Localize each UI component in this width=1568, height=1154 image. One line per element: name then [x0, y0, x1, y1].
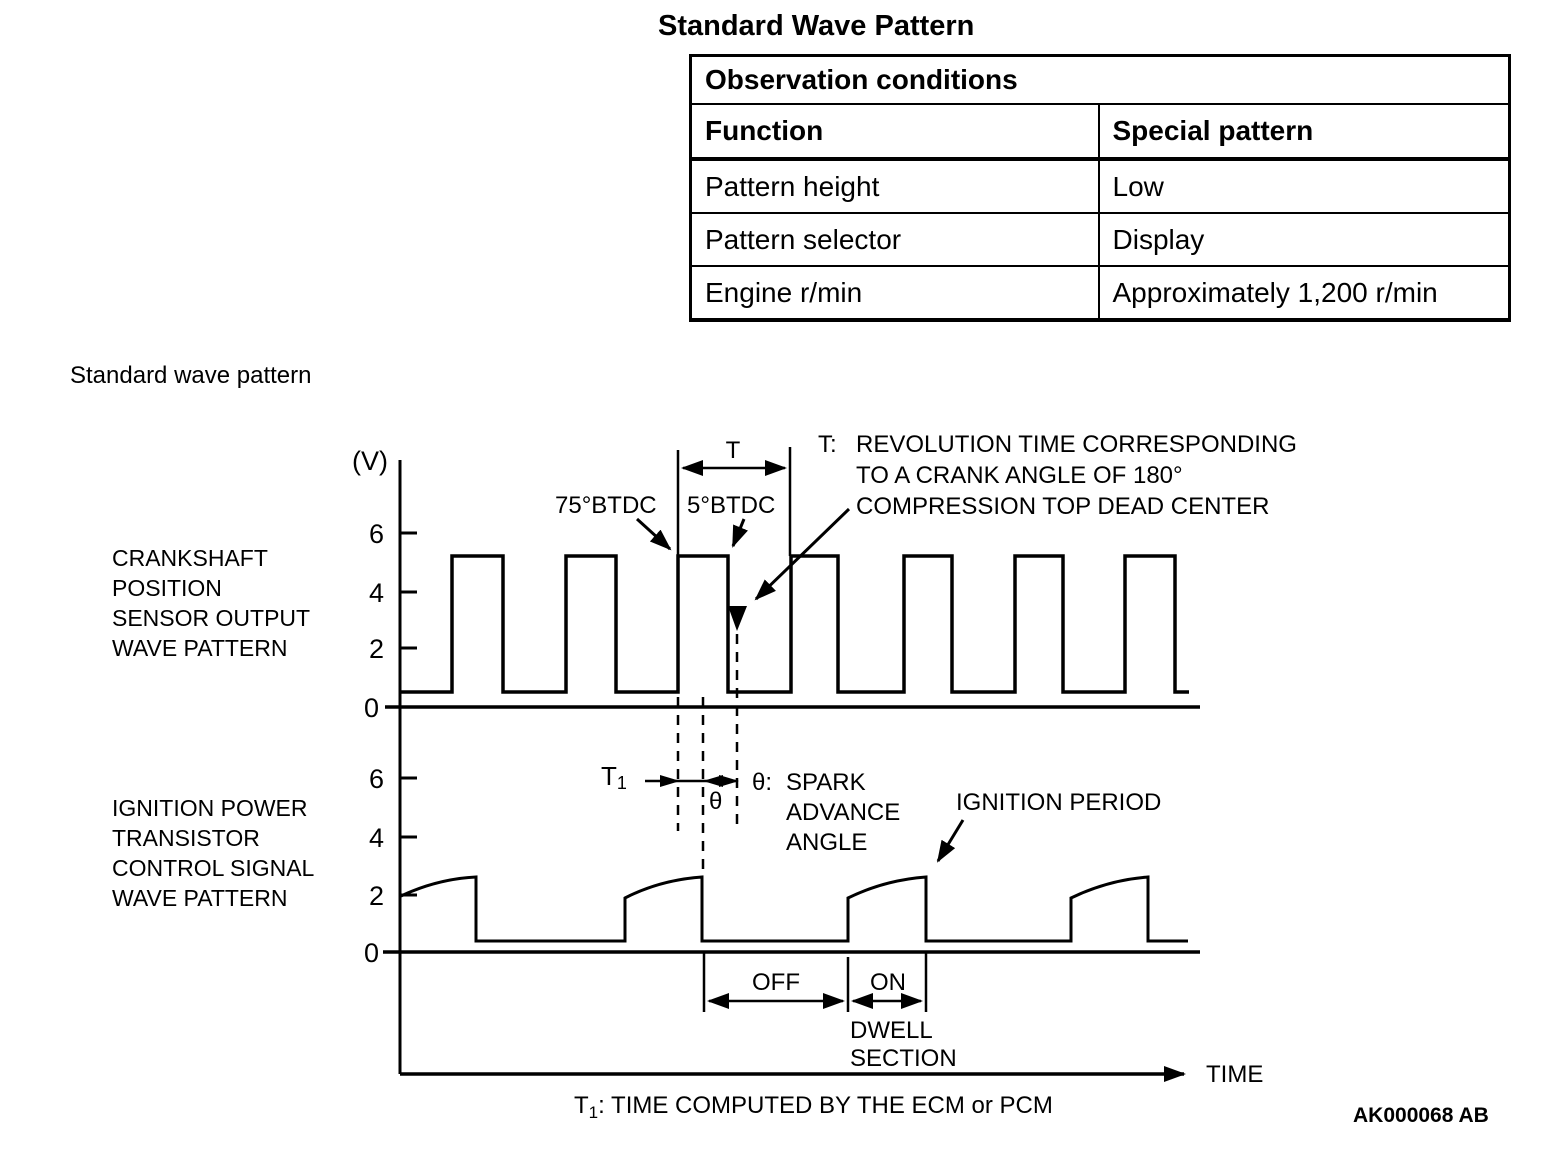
- figure-code: AK000068 AB: [1353, 1104, 1489, 1127]
- t-dim-label: T: [725, 437, 741, 464]
- theta-line3: ANGLE: [786, 829, 868, 856]
- dwell-section: [704, 953, 957, 1072]
- cell-value: Low: [1099, 159, 1510, 213]
- theta-prefix: θ:: [752, 769, 773, 796]
- label-line: SENSOR OUTPUT: [112, 605, 311, 631]
- btdc5-label: 5°BTDC: [687, 492, 776, 519]
- cell-function: Pattern selector: [691, 213, 1099, 266]
- upper-chart-label: [112, 545, 310, 661]
- dwell-label-line1: DWELL: [850, 1017, 933, 1044]
- tdc-pointer-arrow: [756, 509, 849, 599]
- column-header-function: Function: [691, 104, 1099, 159]
- tick-label: 4: [368, 823, 384, 853]
- t1-label: T1: [601, 761, 627, 793]
- theta-legend: [752, 769, 900, 856]
- theta-line1: SPARK: [786, 769, 866, 796]
- on-label: ON: [870, 969, 906, 996]
- btdc75-label: 75°BTDC: [555, 492, 657, 519]
- theta-line2: ADVANCE: [786, 799, 901, 826]
- btdc75-arrow: [637, 519, 670, 549]
- table-header-cell: Observation conditions: [691, 56, 1510, 105]
- theta-symbol: θ: [709, 788, 723, 815]
- label-line: POSITION: [112, 575, 222, 601]
- ignition-period-label: IGNITION PERIOD: [956, 789, 1162, 816]
- cell-value: Approximately 1,200 r/min: [1099, 266, 1510, 320]
- t1-theta-dimension: [601, 761, 739, 815]
- t-def-line1: T: REVOLUTION TIME CORRESPONDING: [818, 431, 1297, 458]
- cell-function: Pattern height: [691, 159, 1099, 213]
- tick-label: 4: [368, 578, 384, 608]
- time-axis-label: TIME: [1206, 1061, 1264, 1088]
- label-line: CRANKSHAFT: [112, 545, 268, 571]
- diagram-caption: Standard wave pattern: [70, 362, 312, 389]
- t1-note: $T_1$: TIME COMPUTED BY THE ECM or PCM: [574, 1092, 1053, 1122]
- crank-sensor-waveform: [401, 556, 1189, 692]
- tick-label: 6: [368, 764, 384, 794]
- ignition-signal-waveform: [401, 877, 1188, 941]
- ignition-period-arrow: [938, 820, 963, 861]
- t-definition: [818, 431, 1297, 520]
- label-line: TRANSISTOR: [112, 825, 260, 851]
- tick-label: 2: [368, 881, 384, 911]
- page-title: Standard Wave Pattern: [658, 10, 975, 42]
- tick-label: 0: [363, 938, 379, 968]
- label-line: WAVE PATTERN: [112, 885, 288, 911]
- tick-label: 0: [363, 693, 379, 723]
- cell-value: Display: [1099, 213, 1510, 266]
- t-def-line2: TO A CRANK ANGLE OF 180°: [856, 462, 1183, 489]
- off-label: OFF: [752, 969, 800, 996]
- tick-label: 2: [368, 634, 384, 664]
- upper-tick-labels: [364, 519, 384, 723]
- lower-ticks: [400, 778, 417, 895]
- upper-ticks: [400, 533, 417, 648]
- cell-function: Engine r/min: [691, 266, 1099, 320]
- volts-unit-label: (V): [352, 446, 388, 476]
- label-line: IGNITION POWER: [112, 795, 308, 821]
- tick-label: 6: [368, 519, 384, 549]
- lower-chart-label: [112, 795, 315, 911]
- dwell-label-line2: SECTION: [850, 1045, 957, 1072]
- column-header-special-pattern: Special pattern: [1099, 104, 1510, 159]
- label-line: CONTROL SIGNAL: [112, 855, 315, 881]
- btdc5-arrow: [733, 519, 744, 546]
- t-def-line3: COMPRESSION TOP DEAD CENTER: [856, 493, 1270, 520]
- tdc-marker-triangle: [728, 606, 747, 631]
- label-line: WAVE PATTERN: [112, 635, 288, 661]
- lower-tick-labels: [364, 764, 384, 968]
